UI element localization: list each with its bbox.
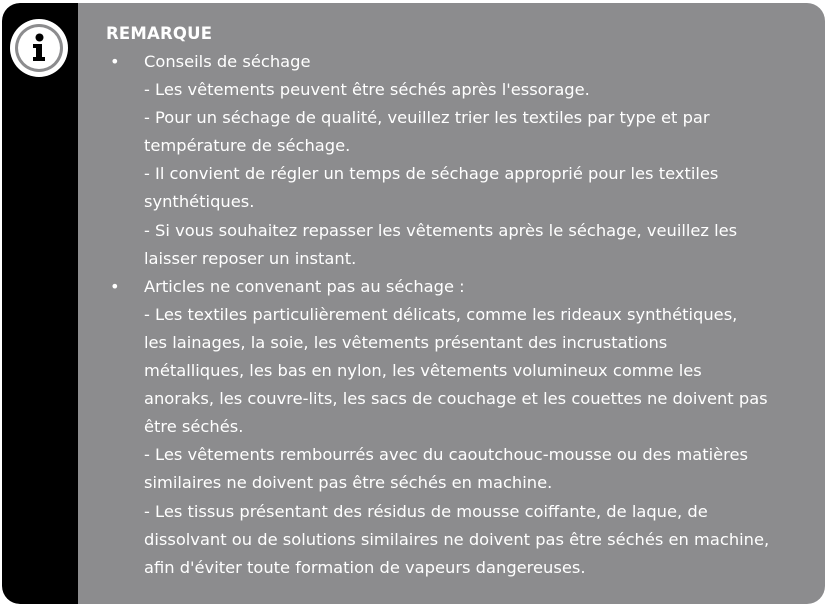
item-line: synthétiques. xyxy=(144,192,255,212)
item-line: dissolvant ou de solutions similaires ne doivent pas être séchés en machine, xyxy=(144,529,770,549)
note-title: REMARQUE xyxy=(106,24,213,43)
bullet: • xyxy=(110,276,120,296)
note-list xyxy=(106,48,811,582)
item-heading: Conseils de séchage xyxy=(144,52,311,71)
info-icon xyxy=(10,19,68,77)
item-line: - Pour un séchage de qualité, veuillez trier les textiles par type et par xyxy=(144,108,710,128)
item-line: - Les vêtements peuvent être séchés après l'essorage. xyxy=(144,80,590,100)
note-sidebar xyxy=(2,3,78,604)
item-line: - Les textiles particulièrement délicats, comme les rideaux synthétiques, xyxy=(144,304,738,324)
item-line: afin d'éviter toute formation de vapeurs dangereuses. xyxy=(144,557,586,577)
list-item-unsuitable-articles xyxy=(106,273,811,582)
item-line: - Les tissus présentant des résidus de mousse coiffante, de laque, de xyxy=(144,501,708,521)
item-heading: Articles ne convenant pas au séchage : xyxy=(144,276,465,296)
item-line: être séchés. xyxy=(144,417,244,437)
item-line: - Si vous souhaitez repasser les vêtements après le séchage, veuillez les xyxy=(144,220,738,240)
item-line: les lainages, la soie, les vêtements présentant des incrustations xyxy=(144,332,668,352)
info-glyph xyxy=(10,19,68,77)
item-line: - Il convient de régler un temps de séchage approprié pour les textiles xyxy=(144,164,719,184)
item-line: anoraks, les couvre-lits, les sacs de couchage et les couettes ne doivent pas xyxy=(144,389,768,409)
bullet: • xyxy=(110,52,120,71)
item-line: laisser reposer un instant. xyxy=(144,248,357,268)
item-line: similaires ne doivent pas être séchés en machine. xyxy=(144,473,553,493)
item-line: métalliques, les bas en nylon, les vêtements volumineux comme les xyxy=(144,361,702,381)
item-line: température de séchage. xyxy=(144,136,351,156)
item-line: - Les vêtements rembourrés avec du caoutchouc-mousse ou des matières xyxy=(144,445,748,465)
list-item-drying-tips xyxy=(106,48,811,273)
note-content xyxy=(106,20,811,582)
note-box xyxy=(2,3,825,604)
